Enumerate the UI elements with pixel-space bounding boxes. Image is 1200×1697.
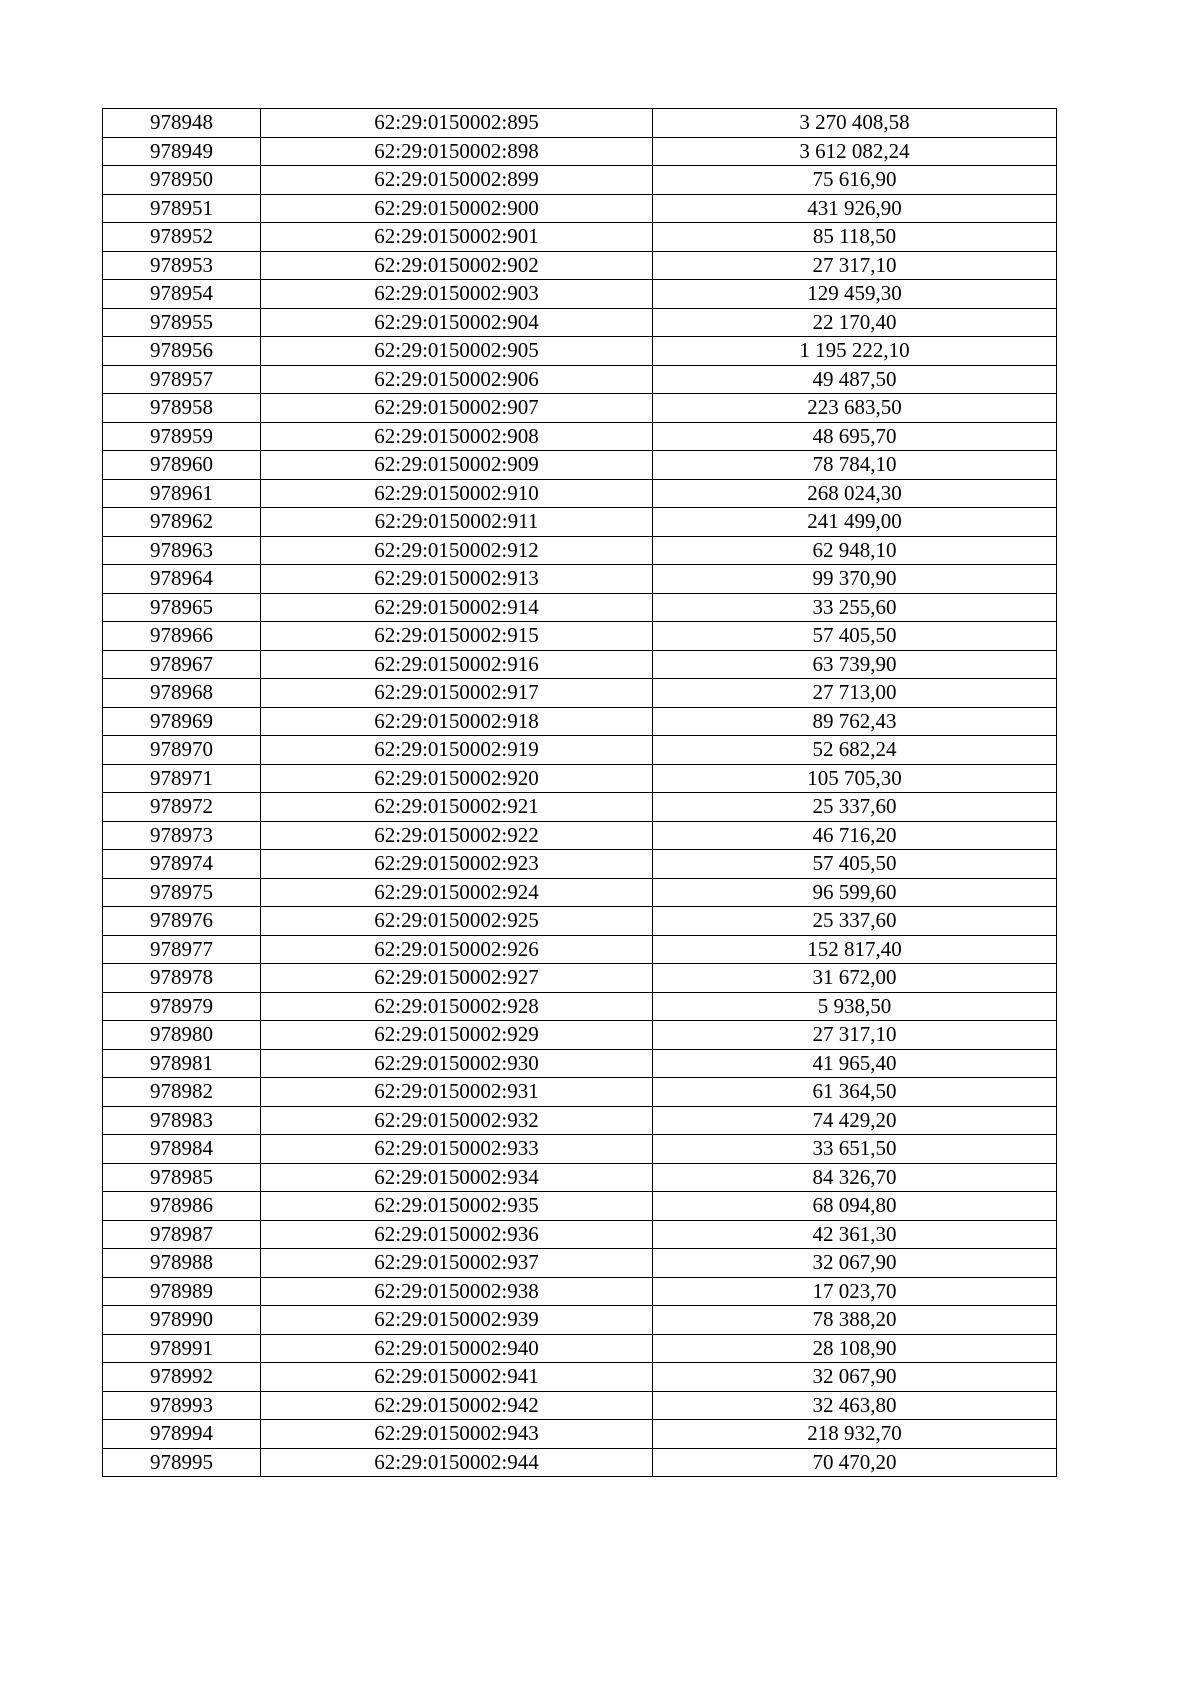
- row-number-cell: 978955: [103, 308, 261, 337]
- row-number-cell: 978972: [103, 793, 261, 822]
- cadastral-number-cell: 62:29:0150002:908: [261, 422, 653, 451]
- value-cell: 78 784,10: [653, 451, 1057, 480]
- value-cell: 78 388,20: [653, 1306, 1057, 1335]
- table-row: [103, 536, 1057, 565]
- row-number-cell: 978967: [103, 650, 261, 679]
- row-number-cell: 978973: [103, 821, 261, 850]
- cadastral-number-cell: 62:29:0150002:938: [261, 1277, 653, 1306]
- row-number-cell: 978984: [103, 1135, 261, 1164]
- cadastral-number-cell: 62:29:0150002:909: [261, 451, 653, 480]
- value-cell: 28 108,90: [653, 1334, 1057, 1363]
- row-number-cell: 978949: [103, 137, 261, 166]
- row-number-cell: 978961: [103, 479, 261, 508]
- cadastral-number-cell: 62:29:0150002:935: [261, 1192, 653, 1221]
- row-number-cell: 978991: [103, 1334, 261, 1363]
- table-row: [103, 707, 1057, 736]
- cadastral-number-cell: 62:29:0150002:920: [261, 764, 653, 793]
- table-row: [103, 1078, 1057, 1107]
- table-row: [103, 650, 1057, 679]
- value-cell: 85 118,50: [653, 223, 1057, 252]
- row-number-cell: 978962: [103, 508, 261, 537]
- cadastral-number-cell: 62:29:0150002:904: [261, 308, 653, 337]
- table-row: [103, 1448, 1057, 1477]
- table-row: [103, 280, 1057, 309]
- table-row: [103, 1249, 1057, 1278]
- row-number-cell: 978966: [103, 622, 261, 651]
- value-cell: 431 926,90: [653, 194, 1057, 223]
- cadastral-number-cell: 62:29:0150002:915: [261, 622, 653, 651]
- table-row: [103, 964, 1057, 993]
- row-number-cell: 978968: [103, 679, 261, 708]
- value-cell: 27 713,00: [653, 679, 1057, 708]
- row-number-cell: 978960: [103, 451, 261, 480]
- row-number-cell: 978948: [103, 109, 261, 138]
- table-row: [103, 422, 1057, 451]
- value-cell: 25 337,60: [653, 907, 1057, 936]
- row-number-cell: 978994: [103, 1420, 261, 1449]
- cadastral-number-cell: 62:29:0150002:931: [261, 1078, 653, 1107]
- table-body: [103, 109, 1057, 1477]
- value-cell: 218 932,70: [653, 1420, 1057, 1449]
- table-row: [103, 194, 1057, 223]
- value-cell: 41 965,40: [653, 1049, 1057, 1078]
- row-number-cell: 978975: [103, 878, 261, 907]
- cadastral-number-cell: 62:29:0150002:944: [261, 1448, 653, 1477]
- row-number-cell: 978952: [103, 223, 261, 252]
- row-number-cell: 978970: [103, 736, 261, 765]
- cadastral-number-cell: 62:29:0150002:918: [261, 707, 653, 736]
- cadastral-number-cell: 62:29:0150002:910: [261, 479, 653, 508]
- table-row: [103, 1277, 1057, 1306]
- table-row: [103, 679, 1057, 708]
- cadastral-number-cell: 62:29:0150002:898: [261, 137, 653, 166]
- value-cell: 22 170,40: [653, 308, 1057, 337]
- table-row: [103, 223, 1057, 252]
- row-number-cell: 978987: [103, 1220, 261, 1249]
- value-cell: 70 470,20: [653, 1448, 1057, 1477]
- value-cell: 96 599,60: [653, 878, 1057, 907]
- table-row: [103, 793, 1057, 822]
- value-cell: 63 739,90: [653, 650, 1057, 679]
- table-row: [103, 508, 1057, 537]
- row-number-cell: 978959: [103, 422, 261, 451]
- cadastral-number-cell: 62:29:0150002:919: [261, 736, 653, 765]
- value-cell: 61 364,50: [653, 1078, 1057, 1107]
- cadastral-number-cell: 62:29:0150002:929: [261, 1021, 653, 1050]
- cadastral-number-cell: 62:29:0150002:914: [261, 593, 653, 622]
- table-row: [103, 1163, 1057, 1192]
- table-row: [103, 1135, 1057, 1164]
- value-cell: 3 270 408,58: [653, 109, 1057, 138]
- cadastral-number-cell: 62:29:0150002:923: [261, 850, 653, 879]
- table-row: [103, 878, 1057, 907]
- row-number-cell: 978954: [103, 280, 261, 309]
- value-cell: 99 370,90: [653, 565, 1057, 594]
- value-cell: 57 405,50: [653, 850, 1057, 879]
- row-number-cell: 978990: [103, 1306, 261, 1335]
- cadastral-number-cell: 62:29:0150002:913: [261, 565, 653, 594]
- value-cell: 5 938,50: [653, 992, 1057, 1021]
- value-cell: 32 463,80: [653, 1391, 1057, 1420]
- cadastral-number-cell: 62:29:0150002:927: [261, 964, 653, 993]
- table-row: [103, 1391, 1057, 1420]
- value-cell: 32 067,90: [653, 1249, 1057, 1278]
- table-row: [103, 565, 1057, 594]
- cadastral-number-cell: 62:29:0150002:930: [261, 1049, 653, 1078]
- row-number-cell: 978995: [103, 1448, 261, 1477]
- table-row: [103, 166, 1057, 195]
- cadastral-number-cell: 62:29:0150002:936: [261, 1220, 653, 1249]
- value-cell: 68 094,80: [653, 1192, 1057, 1221]
- value-cell: 31 672,00: [653, 964, 1057, 993]
- table-row: [103, 1106, 1057, 1135]
- table-row: [103, 821, 1057, 850]
- row-number-cell: 978964: [103, 565, 261, 594]
- table-row: [103, 1363, 1057, 1392]
- value-cell: 223 683,50: [653, 394, 1057, 423]
- row-number-cell: 978981: [103, 1049, 261, 1078]
- cadastral-number-cell: 62:29:0150002:903: [261, 280, 653, 309]
- value-cell: 89 762,43: [653, 707, 1057, 736]
- cadastral-number-cell: 62:29:0150002:933: [261, 1135, 653, 1164]
- cadastral-number-cell: 62:29:0150002:922: [261, 821, 653, 850]
- row-number-cell: 978974: [103, 850, 261, 879]
- cadastral-number-cell: 62:29:0150002:924: [261, 878, 653, 907]
- table-row: [103, 1334, 1057, 1363]
- cadastral-number-cell: 62:29:0150002:899: [261, 166, 653, 195]
- value-cell: 27 317,10: [653, 1021, 1057, 1050]
- value-cell: 152 817,40: [653, 935, 1057, 964]
- row-number-cell: 978957: [103, 365, 261, 394]
- cadastral-number-cell: 62:29:0150002:917: [261, 679, 653, 708]
- row-number-cell: 978971: [103, 764, 261, 793]
- cadastral-number-cell: 62:29:0150002:916: [261, 650, 653, 679]
- cadastral-number-cell: 62:29:0150002:906: [261, 365, 653, 394]
- value-cell: 33 651,50: [653, 1135, 1057, 1164]
- row-number-cell: 978951: [103, 194, 261, 223]
- cadastral-value-table: [102, 108, 1057, 1477]
- value-cell: 1 195 222,10: [653, 337, 1057, 366]
- table-row: [103, 850, 1057, 879]
- cadastral-number-cell: 62:29:0150002:925: [261, 907, 653, 936]
- table-row: [103, 1420, 1057, 1449]
- cadastral-number-cell: 62:29:0150002:926: [261, 935, 653, 964]
- row-number-cell: 978978: [103, 964, 261, 993]
- table-row: [103, 1049, 1057, 1078]
- table-row: [103, 308, 1057, 337]
- table-row: [103, 1021, 1057, 1050]
- value-cell: 241 499,00: [653, 508, 1057, 537]
- row-number-cell: 978986: [103, 1192, 261, 1221]
- cadastral-number-cell: 62:29:0150002:941: [261, 1363, 653, 1392]
- cadastral-number-cell: 62:29:0150002:943: [261, 1420, 653, 1449]
- row-number-cell: 978983: [103, 1106, 261, 1135]
- table-row: [103, 337, 1057, 366]
- row-number-cell: 978963: [103, 536, 261, 565]
- value-cell: 3 612 082,24: [653, 137, 1057, 166]
- cadastral-number-cell: 62:29:0150002:937: [261, 1249, 653, 1278]
- table-row: [103, 451, 1057, 480]
- cadastral-number-cell: 62:29:0150002:928: [261, 992, 653, 1021]
- value-cell: 268 024,30: [653, 479, 1057, 508]
- row-number-cell: 978979: [103, 992, 261, 1021]
- value-cell: 75 616,90: [653, 166, 1057, 195]
- row-number-cell: 978950: [103, 166, 261, 195]
- table-row: [103, 992, 1057, 1021]
- cadastral-number-cell: 62:29:0150002:902: [261, 251, 653, 280]
- value-cell: 32 067,90: [653, 1363, 1057, 1392]
- cadastral-number-cell: 62:29:0150002:907: [261, 394, 653, 423]
- cadastral-number-cell: 62:29:0150002:900: [261, 194, 653, 223]
- table-row: [103, 394, 1057, 423]
- value-cell: 84 326,70: [653, 1163, 1057, 1192]
- row-number-cell: 978982: [103, 1078, 261, 1107]
- value-cell: 46 716,20: [653, 821, 1057, 850]
- row-number-cell: 978976: [103, 907, 261, 936]
- row-number-cell: 978953: [103, 251, 261, 280]
- row-number-cell: 978977: [103, 935, 261, 964]
- table-row: [103, 764, 1057, 793]
- value-cell: 129 459,30: [653, 280, 1057, 309]
- value-cell: 57 405,50: [653, 622, 1057, 651]
- table-row: [103, 593, 1057, 622]
- cadastral-number-cell: 62:29:0150002:921: [261, 793, 653, 822]
- row-number-cell: 978988: [103, 1249, 261, 1278]
- cadastral-number-cell: 62:29:0150002:895: [261, 109, 653, 138]
- table-row: [103, 1192, 1057, 1221]
- row-number-cell: 978985: [103, 1163, 261, 1192]
- value-cell: 17 023,70: [653, 1277, 1057, 1306]
- table-row: [103, 907, 1057, 936]
- table-row: [103, 479, 1057, 508]
- row-number-cell: 978989: [103, 1277, 261, 1306]
- value-cell: 48 695,70: [653, 422, 1057, 451]
- table-row: [103, 1306, 1057, 1335]
- row-number-cell: 978965: [103, 593, 261, 622]
- cadastral-number-cell: 62:29:0150002:934: [261, 1163, 653, 1192]
- cadastral-number-cell: 62:29:0150002:939: [261, 1306, 653, 1335]
- value-cell: 52 682,24: [653, 736, 1057, 765]
- row-number-cell: 978980: [103, 1021, 261, 1050]
- value-cell: 42 361,30: [653, 1220, 1057, 1249]
- cadastral-number-cell: 62:29:0150002:901: [261, 223, 653, 252]
- value-cell: 62 948,10: [653, 536, 1057, 565]
- cadastral-number-cell: 62:29:0150002:912: [261, 536, 653, 565]
- value-cell: 49 487,50: [653, 365, 1057, 394]
- row-number-cell: 978956: [103, 337, 261, 366]
- table-row: [103, 365, 1057, 394]
- table-row: [103, 622, 1057, 651]
- cadastral-number-cell: 62:29:0150002:932: [261, 1106, 653, 1135]
- table-row: [103, 137, 1057, 166]
- table-row: [103, 1220, 1057, 1249]
- cadastral-number-cell: 62:29:0150002:905: [261, 337, 653, 366]
- cadastral-number-cell: 62:29:0150002:911: [261, 508, 653, 537]
- row-number-cell: 978992: [103, 1363, 261, 1392]
- table-row: [103, 736, 1057, 765]
- value-cell: 105 705,30: [653, 764, 1057, 793]
- row-number-cell: 978958: [103, 394, 261, 423]
- value-cell: 27 317,10: [653, 251, 1057, 280]
- value-cell: 33 255,60: [653, 593, 1057, 622]
- value-cell: 74 429,20: [653, 1106, 1057, 1135]
- value-cell: 25 337,60: [653, 793, 1057, 822]
- cadastral-number-cell: 62:29:0150002:940: [261, 1334, 653, 1363]
- table-row: [103, 251, 1057, 280]
- row-number-cell: 978969: [103, 707, 261, 736]
- table-row: [103, 935, 1057, 964]
- cadastral-number-cell: 62:29:0150002:942: [261, 1391, 653, 1420]
- row-number-cell: 978993: [103, 1391, 261, 1420]
- table-row: [103, 109, 1057, 138]
